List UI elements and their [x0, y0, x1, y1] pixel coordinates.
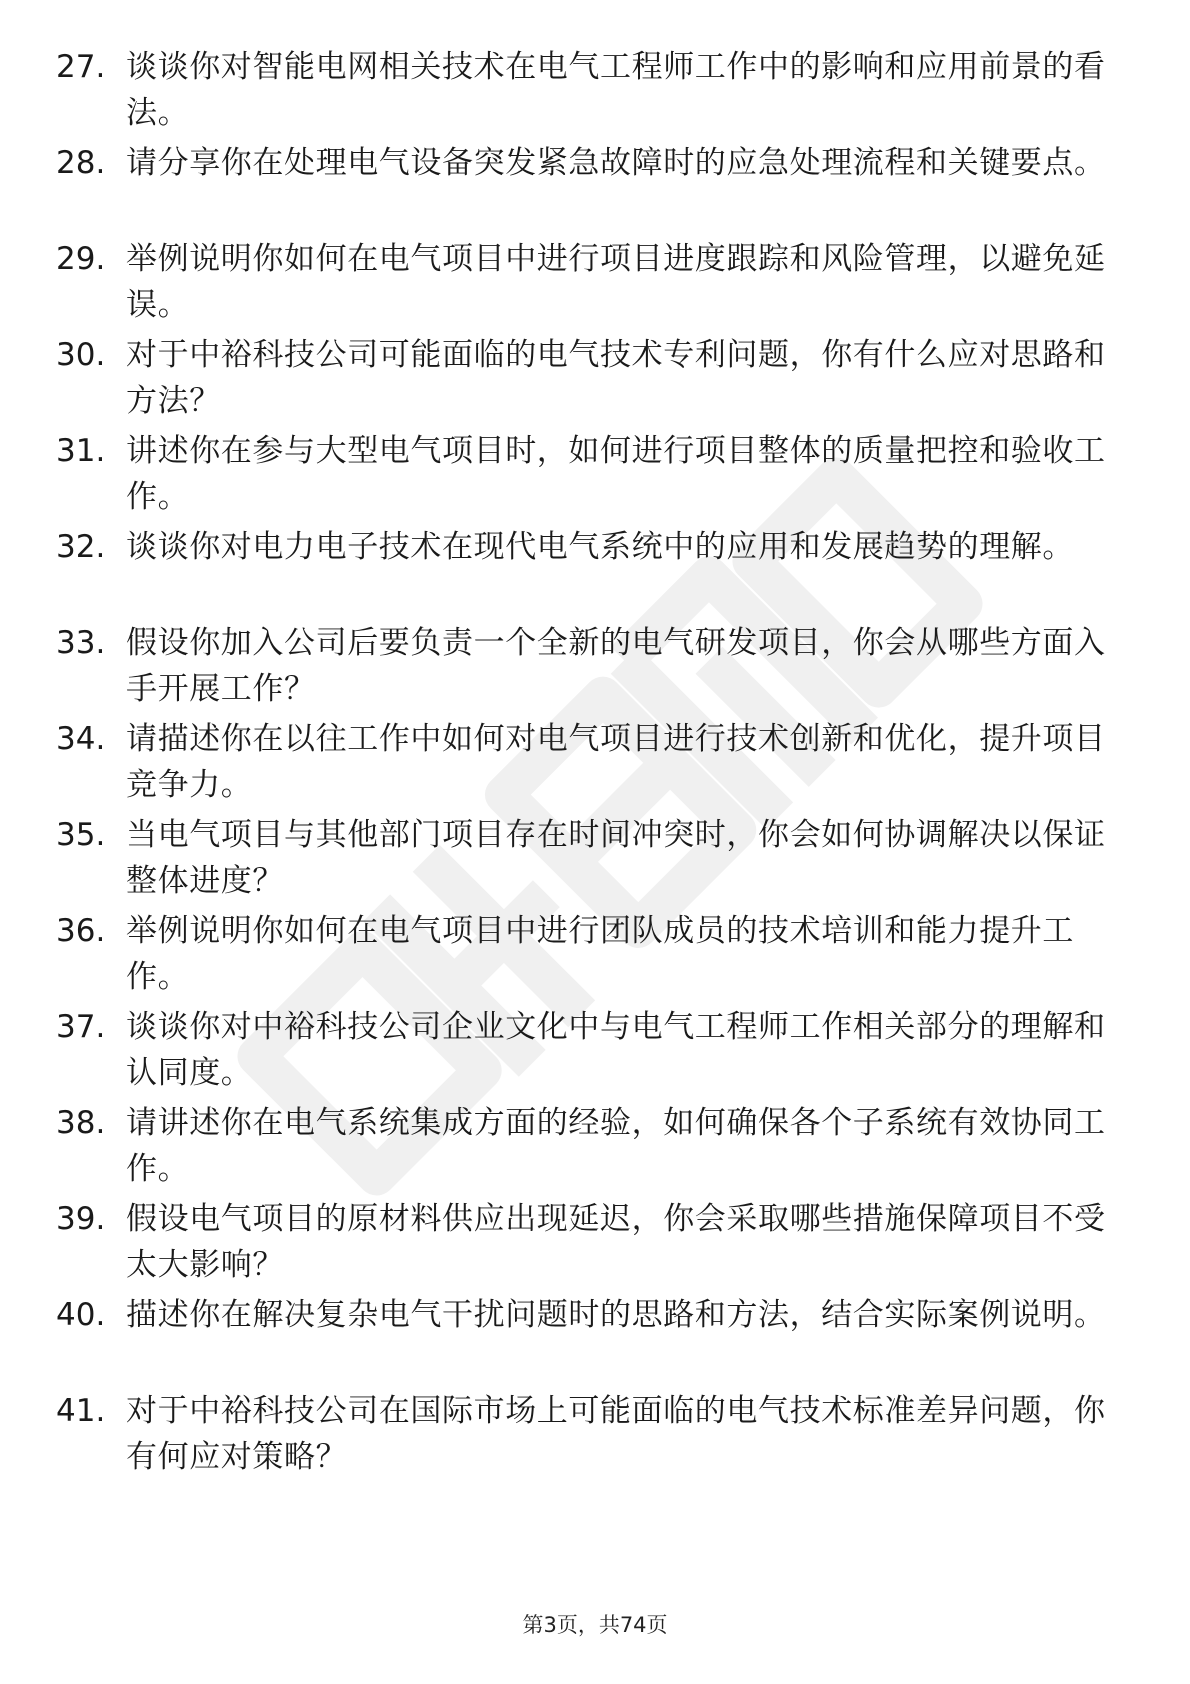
question-text: 请描述你在以往工作中如何对电气项目进行技术创新和优化，提升项目竞争力。 [126, 721, 1106, 803]
question-number: 29. [56, 241, 106, 277]
page-footer: 第3页，共74页 [522, 1613, 668, 1637]
question-text: 谈谈你对电力电子技术在现代电气系统中的应用和发展趋势的理解。 [126, 529, 1074, 565]
question-text: 对于中裕科技公司可能面临的电气技术专利问题，你有什么应对思路和方法？ [126, 337, 1106, 419]
list-item [0, 1000, 1190, 1096]
list-item [0, 1384, 1190, 1480]
question-number: 27. [56, 49, 106, 85]
question-text: 谈谈你对中裕科技公司企业文化中与电气工程师工作相关部分的理解和认同度。 [126, 1009, 1106, 1091]
list-item [0, 136, 1190, 232]
question-number: 39. [56, 1201, 106, 1237]
question-text: 对于中裕科技公司在国际市场上可能面临的电气技术标准差异问题，你有何应对策略？ [126, 1393, 1106, 1475]
question-number: 35. [56, 817, 106, 853]
question-text: 假设你加入公司后要负责一个全新的电气研发项目，你会从哪些方面入手开展工作？ [126, 625, 1106, 707]
question-text: 描述你在解决复杂电气干扰问题时的思路和方法，结合实际案例说明。 [126, 1297, 1106, 1333]
question-text: 举例说明你如何在电气项目中进行团队成员的技术培训和能力提升工作。 [126, 913, 1074, 995]
list-item [0, 1192, 1190, 1288]
question-number: 33. [56, 625, 106, 661]
list-item [0, 808, 1190, 904]
question-number: 38. [56, 1105, 106, 1141]
question-text: 谈谈你对智能电网相关技术在电气工程师工作中的影响和应用前景的看法。 [126, 49, 1106, 131]
question-text: 讲述你在参与大型电气项目时，如何进行项目整体的质量把控和验收工作。 [126, 433, 1106, 515]
list-item [0, 424, 1190, 520]
question-number: 41. [56, 1393, 106, 1429]
question-number: 32. [56, 529, 106, 565]
question-number: 40. [56, 1297, 106, 1333]
list-item [0, 40, 1190, 136]
question-number: 31. [56, 433, 106, 469]
question-text: 请分享你在处理电气设备突发紧急故障时的应急处理流程和关键要点。 [126, 145, 1106, 181]
list-item [0, 328, 1190, 424]
question-number: 36. [56, 913, 106, 949]
list-item [0, 520, 1190, 616]
question-text: 当电气项目与其他部门项目存在时间冲突时，你会如何协调解决以保证整体进度？ [126, 817, 1106, 899]
question-number: 30. [56, 337, 106, 373]
list-item [0, 1096, 1190, 1192]
list-item [0, 1288, 1190, 1384]
list-item [0, 712, 1190, 808]
list-item [0, 616, 1190, 712]
list-item [0, 904, 1190, 1000]
question-text: 请讲述你在电气系统集成方面的经验，如何确保各个子系统有效协同工作。 [126, 1105, 1106, 1187]
question-text: 举例说明你如何在电气项目中进行项目进度跟踪和风险管理，以避免延误。 [126, 241, 1106, 323]
question-number: 37. [56, 1009, 106, 1045]
list-item [0, 232, 1190, 328]
question-number: 28. [56, 145, 106, 181]
question-number: 34. [56, 721, 106, 757]
question-text: 假设电气项目的原材料供应出现延迟，你会采取哪些措施保障项目不受太大影响？ [126, 1201, 1106, 1283]
